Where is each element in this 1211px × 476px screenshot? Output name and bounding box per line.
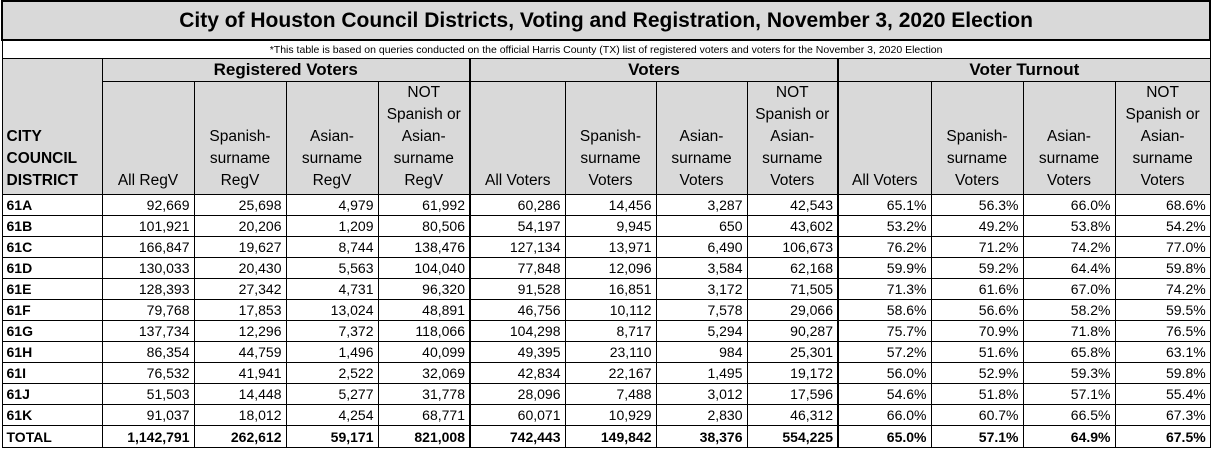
value-cell: 92,669 [102, 195, 194, 216]
value-cell: 67.3% [1115, 405, 1210, 426]
value-cell: 1,142,791 [102, 426, 194, 448]
table-row [2, 237, 1210, 258]
column-header: Spanish-surname Voters [565, 82, 656, 195]
value-cell: 17,853 [194, 300, 286, 321]
value-cell: 650 [656, 216, 747, 237]
value-cell: 59.3% [1023, 363, 1115, 384]
value-cell: 25,698 [194, 195, 286, 216]
district-cell: TOTAL [2, 426, 102, 448]
value-cell: 49,395 [470, 342, 565, 363]
value-cell: 19,627 [194, 237, 286, 258]
value-cell: 67.5% [1115, 426, 1210, 448]
value-cell: 74.2% [1023, 237, 1115, 258]
value-cell: 59.8% [1115, 363, 1210, 384]
group-voter-turnout: Voter Turnout [838, 59, 1210, 82]
value-cell: 71.8% [1023, 321, 1115, 342]
value-cell: 74.2% [1115, 279, 1210, 300]
value-cell: 262,612 [194, 426, 286, 448]
value-cell: 77.0% [1115, 237, 1210, 258]
value-cell: 59,171 [286, 426, 378, 448]
value-cell: 59.5% [1115, 300, 1210, 321]
value-cell: 13,024 [286, 300, 378, 321]
value-cell: 20,206 [194, 216, 286, 237]
group-voters: Voters [470, 59, 838, 82]
district-cell: 61J [2, 384, 102, 405]
value-cell: 27,342 [194, 279, 286, 300]
value-cell: 2,830 [656, 405, 747, 426]
district-cell: 61H [2, 342, 102, 363]
value-cell: 61.6% [931, 279, 1023, 300]
value-cell: 43,602 [747, 216, 838, 237]
value-cell: 96,320 [378, 279, 470, 300]
table-row [2, 363, 1210, 384]
value-cell: 13,971 [565, 237, 656, 258]
value-cell: 554,225 [747, 426, 838, 448]
value-cell: 23,110 [565, 342, 656, 363]
value-cell: 65.0% [838, 426, 931, 448]
value-cell: 101,921 [102, 216, 194, 237]
value-cell: 91,037 [102, 405, 194, 426]
value-cell: 3,287 [656, 195, 747, 216]
value-cell: 76.2% [838, 237, 931, 258]
column-header: NOT Spanish or Asian-surname RegV [378, 82, 470, 195]
value-cell: 4,731 [286, 279, 378, 300]
value-cell: 7,488 [565, 384, 656, 405]
table-note: *This table is based on queries conducted on the official Harris County (TX) list of registered voters and voters for the November 3, 2020 Election [2, 40, 1210, 59]
value-cell: 76,532 [102, 363, 194, 384]
district-cell: 61D [2, 258, 102, 279]
value-cell: 48,891 [378, 300, 470, 321]
value-cell: 42,834 [470, 363, 565, 384]
value-cell: 80,506 [378, 216, 470, 237]
value-cell: 29,066 [747, 300, 838, 321]
value-cell: 60,071 [470, 405, 565, 426]
value-cell: 79,768 [102, 300, 194, 321]
value-cell: 12,296 [194, 321, 286, 342]
district-cell: 61B [2, 216, 102, 237]
value-cell: 149,842 [565, 426, 656, 448]
value-cell: 75.7% [838, 321, 931, 342]
value-cell: 66.5% [1023, 405, 1115, 426]
value-cell: 56.3% [931, 195, 1023, 216]
value-cell: 76.5% [1115, 321, 1210, 342]
group-registered-voters: Registered Voters [102, 59, 470, 82]
value-cell: 55.4% [1115, 384, 1210, 405]
value-cell: 52.9% [931, 363, 1023, 384]
table-row [2, 405, 1210, 426]
table-row [2, 216, 1210, 237]
column-header: All Voters [470, 82, 565, 195]
table-row [2, 384, 1210, 405]
value-cell: 31,778 [378, 384, 470, 405]
table-row [2, 279, 1210, 300]
value-cell: 90,287 [747, 321, 838, 342]
value-cell: 56.6% [931, 300, 1023, 321]
column-header: Asian-surname Voters [1023, 82, 1115, 195]
value-cell: 20,430 [194, 258, 286, 279]
value-cell: 28,096 [470, 384, 565, 405]
column-header: Spanish-surname Voters [931, 82, 1023, 195]
table-row [2, 258, 1210, 279]
value-cell: 12,096 [565, 258, 656, 279]
value-cell: 127,134 [470, 237, 565, 258]
value-cell: 137,734 [102, 321, 194, 342]
value-cell: 51.8% [931, 384, 1023, 405]
value-cell: 7,372 [286, 321, 378, 342]
table-row [2, 342, 1210, 363]
value-cell: 138,476 [378, 237, 470, 258]
value-cell: 51.6% [931, 342, 1023, 363]
council-districts-table [1, 0, 1211, 448]
value-cell: 59.8% [1115, 258, 1210, 279]
district-cell: 61I [2, 363, 102, 384]
value-cell: 14,448 [194, 384, 286, 405]
value-cell: 71.3% [838, 279, 931, 300]
value-cell: 8,744 [286, 237, 378, 258]
value-cell: 5,294 [656, 321, 747, 342]
district-cell: 61A [2, 195, 102, 216]
value-cell: 18,012 [194, 405, 286, 426]
column-header: Asian-surname RegV [286, 82, 378, 195]
value-cell: 3,172 [656, 279, 747, 300]
value-cell: 68,771 [378, 405, 470, 426]
value-cell: 59.2% [931, 258, 1023, 279]
value-cell: 118,066 [378, 321, 470, 342]
value-cell: 5,277 [286, 384, 378, 405]
value-cell: 3,584 [656, 258, 747, 279]
table-row [2, 300, 1210, 321]
value-cell: 10,112 [565, 300, 656, 321]
table-row [2, 195, 1210, 216]
value-cell: 54.2% [1115, 216, 1210, 237]
value-cell: 4,254 [286, 405, 378, 426]
value-cell: 42,543 [747, 195, 838, 216]
value-cell: 742,443 [470, 426, 565, 448]
value-cell: 3,012 [656, 384, 747, 405]
value-cell: 61,992 [378, 195, 470, 216]
value-cell: 86,354 [102, 342, 194, 363]
value-cell: 60.7% [931, 405, 1023, 426]
value-cell: 46,756 [470, 300, 565, 321]
value-cell: 32,069 [378, 363, 470, 384]
district-cell: 61F [2, 300, 102, 321]
district-cell: 61K [2, 405, 102, 426]
district-cell: 61E [2, 279, 102, 300]
value-cell: 22,167 [565, 363, 656, 384]
value-cell: 57.1% [1023, 384, 1115, 405]
value-cell: 46,312 [747, 405, 838, 426]
value-cell: 65.1% [838, 195, 931, 216]
value-cell: 60,286 [470, 195, 565, 216]
column-header: NOT Spanish or Asian-surname Voters [747, 82, 838, 195]
value-cell: 984 [656, 342, 747, 363]
value-cell: 57.1% [931, 426, 1023, 448]
value-cell: 66.0% [1023, 195, 1115, 216]
value-cell: 57.2% [838, 342, 931, 363]
table-row [2, 321, 1210, 342]
value-cell: 10,929 [565, 405, 656, 426]
value-cell: 41,941 [194, 363, 286, 384]
district-column-header: CITY COUNCIL DISTRICT [2, 59, 102, 195]
column-header: NOT Spanish or Asian-surname Voters [1115, 82, 1210, 195]
value-cell: 25,301 [747, 342, 838, 363]
value-cell: 128,393 [102, 279, 194, 300]
value-cell: 71.2% [931, 237, 1023, 258]
column-header: All RegV [102, 82, 194, 195]
value-cell: 49.2% [931, 216, 1023, 237]
value-cell: 106,673 [747, 237, 838, 258]
total-row [2, 426, 1210, 448]
value-cell: 91,528 [470, 279, 565, 300]
district-cell: 61G [2, 321, 102, 342]
value-cell: 40,099 [378, 342, 470, 363]
value-cell: 53.2% [838, 216, 931, 237]
value-cell: 64.4% [1023, 258, 1115, 279]
value-cell: 68.6% [1115, 195, 1210, 216]
value-cell: 9,945 [565, 216, 656, 237]
value-cell: 104,040 [378, 258, 470, 279]
value-cell: 58.2% [1023, 300, 1115, 321]
value-cell: 1,496 [286, 342, 378, 363]
value-cell: 65.8% [1023, 342, 1115, 363]
value-cell: 1,495 [656, 363, 747, 384]
value-cell: 7,578 [656, 300, 747, 321]
value-cell: 38,376 [656, 426, 747, 448]
value-cell: 17,596 [747, 384, 838, 405]
value-cell: 821,008 [378, 426, 470, 448]
value-cell: 104,298 [470, 321, 565, 342]
value-cell: 54,197 [470, 216, 565, 237]
value-cell: 16,851 [565, 279, 656, 300]
value-cell: 58.6% [838, 300, 931, 321]
table-title: City of Houston Council Districts, Voting and Registration, November 3, 2020 Election [2, 1, 1210, 40]
value-cell: 44,759 [194, 342, 286, 363]
value-cell: 67.0% [1023, 279, 1115, 300]
value-cell: 66.0% [838, 405, 931, 426]
value-cell: 56.0% [838, 363, 931, 384]
value-cell: 1,209 [286, 216, 378, 237]
column-header: Spanish-surname RegV [194, 82, 286, 195]
value-cell: 130,033 [102, 258, 194, 279]
value-cell: 77,848 [470, 258, 565, 279]
value-cell: 54.6% [838, 384, 931, 405]
column-header: Asian-surname Voters [656, 82, 747, 195]
value-cell: 14,456 [565, 195, 656, 216]
value-cell: 71,505 [747, 279, 838, 300]
district-cell: 61C [2, 237, 102, 258]
value-cell: 51,503 [102, 384, 194, 405]
value-cell: 2,522 [286, 363, 378, 384]
value-cell: 6,490 [656, 237, 747, 258]
value-cell: 63.1% [1115, 342, 1210, 363]
value-cell: 70.9% [931, 321, 1023, 342]
value-cell: 53.8% [1023, 216, 1115, 237]
value-cell: 4,979 [286, 195, 378, 216]
value-cell: 8,717 [565, 321, 656, 342]
value-cell: 64.9% [1023, 426, 1115, 448]
value-cell: 62,168 [747, 258, 838, 279]
value-cell: 19,172 [747, 363, 838, 384]
value-cell: 5,563 [286, 258, 378, 279]
value-cell: 166,847 [102, 237, 194, 258]
value-cell: 59.9% [838, 258, 931, 279]
column-header: All Voters [838, 82, 931, 195]
